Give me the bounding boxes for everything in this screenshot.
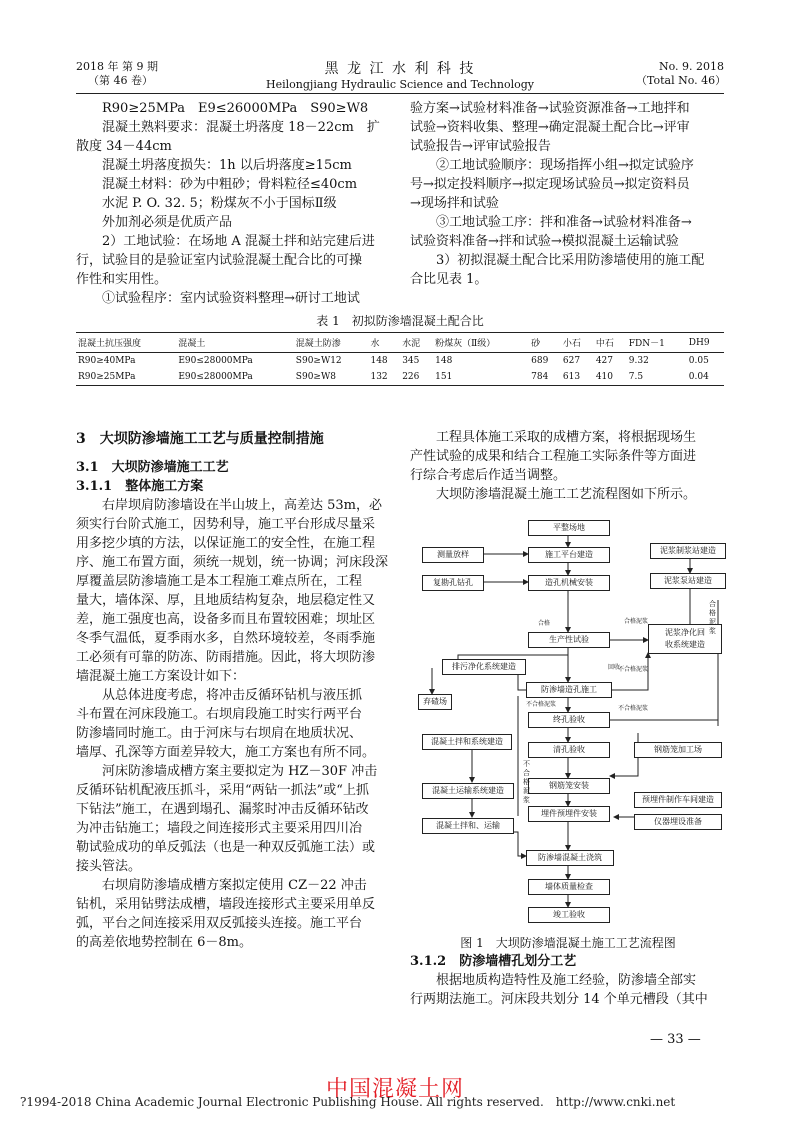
text-line: R90≥25MPa E9≤26000MPa S90≥W8 bbox=[102, 101, 369, 116]
flow-label-vertical-qualified: 合格泥浆 bbox=[709, 600, 716, 635]
flow-box-slurry-station: 泥浆制浆站建造 bbox=[650, 543, 726, 559]
text-line: 河床防渗墙成槽方案主要拟定为 HZ－30F 冲击 bbox=[102, 764, 378, 779]
table-header: 水泥 bbox=[402, 339, 421, 349]
text-line: 行两期法施工。河床段共划分 14 个单元槽段（其中 bbox=[410, 992, 708, 1007]
right-top-text bbox=[410, 99, 726, 289]
text-line: 号→拟定投料顺序→拟定现场试验员→拟定资料员 bbox=[410, 177, 690, 192]
flow-box-production-test: 生产性试验 bbox=[528, 632, 610, 648]
journal-title-cn: 黑 龙 江 水 利 科 技 bbox=[324, 61, 476, 77]
section-heading-3-1-2: 3.1.2 防渗墙槽孔划分工艺 bbox=[410, 954, 577, 969]
table-cell: S90≥W12 bbox=[295, 356, 342, 366]
journal-number-line2: （Total No. 46） bbox=[636, 74, 727, 87]
flow-box-instrument-prep: 仪器埋设准备 bbox=[634, 814, 722, 830]
journal-volume: （第 46 卷） bbox=[88, 74, 153, 87]
flow-box-hole-clean: 清孔验收 bbox=[528, 742, 610, 758]
text-line: 3）初拟混凝土配合比采用防渗墙使用的施工配 bbox=[436, 253, 705, 268]
text-line: 2）工地试验：在场地 A 混凝土拌和站完建后进 bbox=[102, 234, 375, 249]
flow-box-concrete-pour: 防渗墙混凝土浇筑 bbox=[526, 850, 614, 866]
table-cell: R90≥25MPa bbox=[78, 372, 136, 382]
text-line: 作性和实用性。 bbox=[76, 272, 168, 287]
text-line: 序、施工布置方面，须统一规划，统一协调；河床段深 bbox=[76, 555, 389, 570]
text-line: 接头管法。 bbox=[76, 859, 142, 874]
flow-box-rebar-install: 钢筋笼安装 bbox=[528, 778, 610, 794]
table-header-row bbox=[76, 333, 724, 353]
text-line: 根据地质构造特性及施工经验，防渗墙全部实 bbox=[436, 973, 697, 988]
flow-label-unqualified: 不合格泥浆 bbox=[526, 701, 557, 708]
text-line: 工必须有可靠的防冻、防雨措施。因此，将大坝防渗 bbox=[76, 650, 376, 665]
text-line: 冬季气温低，夏季雨水多，自然环境较差，冬雨季施 bbox=[76, 631, 376, 646]
text-line: 右坝肩防渗墙成槽方案拟定使用 CZ－22 冲击 bbox=[102, 878, 367, 893]
table-header: DH9 bbox=[688, 337, 710, 348]
flow-box-mixing-system: 混凝土拌和系统建造 bbox=[422, 734, 512, 750]
watermark: 中国混凝土网 bbox=[326, 1077, 465, 1102]
table-header: 混凝土抗压强度 bbox=[78, 339, 142, 349]
text-line: 量大，墙体深、厚，且地质结构复杂，地层稳定性又 bbox=[76, 593, 376, 608]
table-cell: R90≥40MPa bbox=[78, 356, 136, 366]
page-number: — 33 — bbox=[650, 1032, 701, 1047]
table-header: 小石 bbox=[562, 339, 581, 349]
text-line: 水泥 P. O. 32. 5；粉煤灰不小于国标Ⅱ级 bbox=[102, 196, 337, 211]
figure-caption: 图 1 大坝防渗墙混凝土施工工艺流程图 bbox=[460, 936, 676, 950]
journal-title-en: Heilongjiang Hydraulic Science and Technology bbox=[266, 78, 534, 91]
journal-number-line1: No. 9. 2018 bbox=[658, 60, 724, 73]
text-line: 试验报告→评审试验报告 bbox=[410, 139, 551, 154]
flow-box-slurry-recycle-line1: 泥浆净化回 bbox=[665, 628, 705, 637]
flow-box-rebar-shop: 钢筋笼加工场 bbox=[634, 742, 722, 758]
flow-label-unqualified: 不合格泥浆 bbox=[618, 705, 649, 712]
flow-box-quality-check: 墙体质量检查 bbox=[528, 879, 610, 895]
flow-box-final-hole: 终孔验收 bbox=[528, 712, 610, 728]
section-heading-3: 3 大坝防渗墙施工工艺与质量控制措施 bbox=[76, 431, 324, 447]
table-cell: 226 bbox=[402, 372, 420, 382]
text-line: 从总体进度考虑，将冲击反循环钻机与液压抓 bbox=[102, 688, 363, 703]
table-header: 水 bbox=[370, 339, 380, 349]
text-line: 散度 34－44cm bbox=[76, 139, 172, 154]
table-cell: 345 bbox=[402, 356, 420, 366]
flow-box-pump-station: 泥浆泵站建造 bbox=[650, 573, 726, 589]
table-cell: 151 bbox=[435, 372, 453, 382]
right-body-lower bbox=[410, 934, 726, 1009]
text-line: 须实行台阶式施工，因势利导，施工平台形成尽量采 bbox=[76, 517, 376, 532]
text-line: 试验资料准备→拌和试验→模拟混凝土运输试验 bbox=[410, 234, 679, 249]
table-cell: 410 bbox=[595, 372, 614, 382]
table-cell: 427 bbox=[595, 356, 614, 366]
flow-box-trench-drilling: 防渗墙造孔施工 bbox=[526, 682, 612, 698]
text-line: 厚覆盖层防渗墙施工是本工程施工难点所在，工程 bbox=[76, 574, 363, 589]
table-header: 粉煤灰（Ⅱ级） bbox=[435, 339, 496, 349]
text-line: 弧，平台之间连接采用双反弧接头连接。施工平台 bbox=[76, 916, 363, 931]
flow-box-final-acceptance: 竣工验收 bbox=[528, 907, 610, 923]
text-line: 混凝土坍落度损失：1h 以后坍落度≥15cm bbox=[102, 158, 352, 173]
table-cell: 0.05 bbox=[688, 356, 709, 366]
text-line: 勒试验成功的单反弧法（也是一种双反弧施工法）或 bbox=[76, 840, 376, 855]
text-line: ③工地试验工序：拌和准备→试验材料准备→ bbox=[436, 215, 692, 230]
text-line: 产性试验的成果和结合工程施工实际条件等方面进 bbox=[410, 449, 697, 464]
table-cell: 0.04 bbox=[688, 372, 709, 382]
flow-box-transport-system: 混凝土运输系统建造 bbox=[422, 783, 514, 799]
journal-issue-line1: 2018 年 第 9 期 bbox=[76, 60, 158, 73]
text-line: 斗布置在河床段施工。右坝肩段施工时实行两平台 bbox=[76, 707, 363, 722]
text-line: 差，施工强度也高，设备多而且布置较困难；坝址区 bbox=[76, 612, 376, 627]
journal-number bbox=[636, 60, 727, 88]
text-line: 试验→资料收集、整理→确定混凝土配合比→评审 bbox=[410, 120, 690, 135]
flow-box-embed-install: 埋件预埋件安装 bbox=[528, 806, 610, 822]
text-line: ②工地试验顺序：现场指挥小组→拟定试验序 bbox=[436, 158, 694, 173]
text-line: 混凝土材料：砂为中粗砂；骨料粒径≤40cm bbox=[102, 177, 358, 192]
journal-issue bbox=[76, 60, 158, 88]
table-row bbox=[76, 369, 724, 385]
table-header: 中石 bbox=[595, 339, 614, 349]
flow-box-mix-transport: 混凝土拌和、运输 bbox=[422, 818, 514, 834]
flow-label-unqualified: 不合格泥浆 bbox=[618, 666, 649, 673]
left-body bbox=[76, 428, 392, 952]
section-heading-3-1-1: 3.1.1 整体施工方案 bbox=[76, 479, 204, 494]
flow-box-slurry-recycle-line2: 收系统建造 bbox=[665, 640, 705, 649]
text-line: 墙混凝土施工方案设计如下： bbox=[76, 669, 246, 684]
table-row bbox=[76, 353, 724, 370]
flow-box-embed-shop: 预埋件制作车间建造 bbox=[634, 792, 722, 808]
flow-label-vertical-unqualified: 不合格泥浆 bbox=[523, 760, 530, 804]
table-cell: 627 bbox=[562, 356, 581, 366]
flow-label-recycle: 回收 bbox=[608, 664, 621, 671]
text-line: 的高差依地势控制在 6－8m。 bbox=[76, 935, 253, 950]
text-line: 反循环钻机配液压抓斗，采用“两钻一抓法”或“上抓 bbox=[76, 783, 369, 798]
table-cell: 132 bbox=[370, 372, 388, 382]
text-line: 行综合考虑后作适当调整。 bbox=[410, 468, 567, 483]
table-header: FDN－1 bbox=[628, 339, 665, 349]
text-line: 防渗墙同时施工。由于河床与右坝肩在地质状况、 bbox=[76, 726, 363, 741]
flow-box-spoil-yard: 弃碴场 bbox=[418, 694, 452, 710]
text-line: 工程具体施工采取的成槽方案，将根据现场生 bbox=[436, 430, 697, 445]
flow-label-qualified: 合格泥浆 bbox=[624, 618, 649, 625]
flow-box-survey-drilling: 复勘孔钻孔 bbox=[422, 575, 484, 591]
table-cell: 148 bbox=[370, 356, 388, 366]
flow-box-platform: 施工平台建造 bbox=[528, 547, 610, 563]
flow-box-level-site: 平整场地 bbox=[528, 520, 610, 536]
text-line: 合比见表 1。 bbox=[410, 272, 488, 287]
text-line: 墙厚、孔深等方面差异较大，施工方案也有所不同。 bbox=[76, 745, 376, 760]
copyright-footer: ?1994-2018 China Academic Journal Electronic Publishing House. All rights reserved. http://www.cnki.net bbox=[20, 1095, 676, 1109]
flow-box-survey: 测量放样 bbox=[422, 547, 484, 563]
table-header: 混凝土 bbox=[178, 339, 206, 349]
text-line: 为冲击钻施工；墙段之间连接形式主要采用四川冶 bbox=[76, 821, 363, 836]
journal-title bbox=[230, 58, 570, 91]
text-line: 外加剂必须是优质产品 bbox=[102, 215, 233, 230]
flow-box-machine-install: 造孔机械安装 bbox=[528, 575, 610, 591]
table-header: 砂 bbox=[531, 339, 541, 349]
text-line: ①试验程序：室内试验资料整理→研讨工地试 bbox=[102, 291, 360, 306]
table-cell: 689 bbox=[531, 356, 549, 366]
text-line: 下钻法”施工，在遇到塌孔、漏浆时冲击反循环钻改 bbox=[76, 802, 369, 817]
text-line: 混凝土熟料要求：混凝土坍落度 18－22cm 扩 bbox=[102, 120, 380, 135]
text-line: →现场拌和试验 bbox=[410, 196, 499, 211]
table-cell: 148 bbox=[435, 356, 453, 366]
table-cell: 784 bbox=[531, 372, 549, 382]
left-top-text bbox=[76, 99, 392, 308]
text-line: 用多挖少填的方法，以保证施工的安全性，在施工程 bbox=[76, 536, 376, 551]
text-line: 行，试验目的是验证室内试验混凝土配合比的可操 bbox=[76, 253, 363, 268]
right-body-text bbox=[410, 428, 726, 504]
table-cell: E90≤28000MPa bbox=[178, 356, 253, 366]
section-heading-3-1: 3.1 大坝防渗墙施工工艺 bbox=[76, 460, 229, 475]
flowchart bbox=[418, 516, 728, 926]
flow-label-qualified-short: 合格 bbox=[538, 620, 551, 627]
table-header: 混凝土防渗 bbox=[295, 339, 341, 349]
table-cell: E90≤28000MPa bbox=[178, 372, 253, 382]
text-line: 大坝防渗墙混凝土施工工艺流程图如下所示。 bbox=[436, 487, 697, 502]
mix-ratio-table bbox=[76, 332, 724, 386]
text-line: 右岸坝肩防渗墙设在半山坡上，高差达 53m，必 bbox=[102, 498, 383, 513]
table-cell: 7.5 bbox=[628, 372, 644, 382]
table-cell: S90≥W8 bbox=[295, 372, 336, 382]
table-cell: 613 bbox=[562, 372, 581, 382]
text-line: 钻机，采用钻劈法成槽，墙段连接形式主要采用单反 bbox=[76, 897, 376, 912]
flow-box-sewage-system: 排污净化系统建造 bbox=[442, 659, 526, 675]
header-rule bbox=[76, 93, 724, 94]
table-cell: 9.32 bbox=[628, 356, 649, 366]
table-caption: 表 1 初拟防渗墙混凝土配合比 bbox=[316, 314, 484, 328]
text-line: 验方案→试验材料准备→试验资源准备→工地拌和 bbox=[410, 101, 690, 116]
